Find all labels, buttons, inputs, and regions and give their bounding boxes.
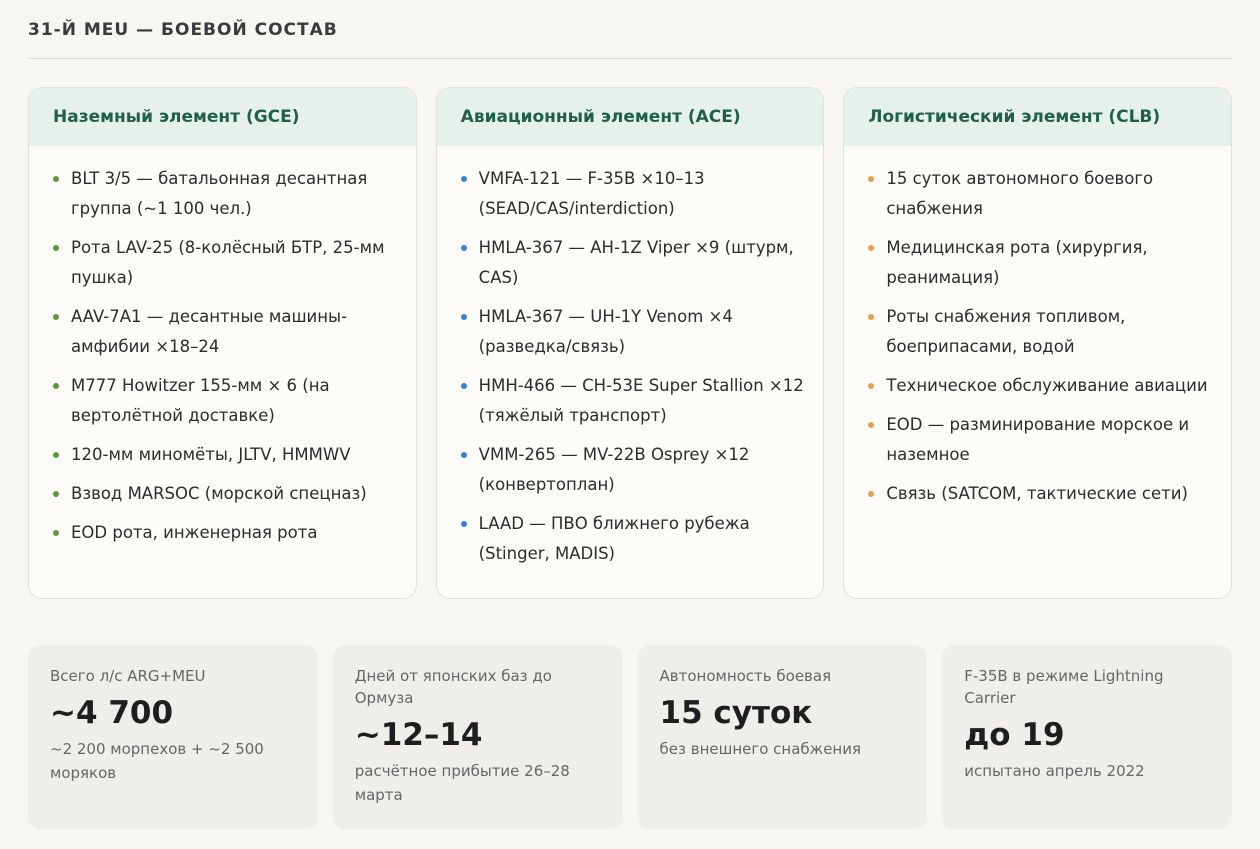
stat-label: F-35B в режиме Lightning Carrier — [964, 667, 1164, 707]
list-item: Связь (SATCOM, тактические сети) — [868, 479, 1215, 509]
list-item: AAV-7A1 — десантные машины-амфибии ×18–24 — [53, 302, 400, 362]
item-list — [29, 146, 416, 548]
stat-value: до 19 — [964, 717, 1065, 753]
stat-value: 15 суток — [659, 695, 813, 731]
stats-row — [28, 645, 1232, 829]
list-item: Медицинская рота (хирургия, реанимация) — [868, 233, 1215, 293]
bullet-icon — [461, 176, 467, 182]
stat-value: ~4 700 — [50, 695, 174, 731]
list-item: Роты снабжения топливом, боеприпасами, водой — [868, 302, 1215, 362]
list-item: VMFA-121 — F-35B ×10–13 (SEAD/CAS/interdiction) — [461, 164, 808, 224]
page-title: 31-Й MEU — БОЕВОЙ СОСТАВ — [28, 20, 338, 40]
list-item: Взвод MARSOC (морской спецназ) — [53, 479, 400, 509]
list-item: LAAD — ПВО ближнего рубежа (Stinger, MADIS) — [461, 509, 808, 569]
item-list — [437, 146, 824, 569]
stat-label: Дней от японских баз до Ормуза — [354, 667, 552, 707]
list-item: HMLA-367 — UH-1Y Venom ×4 (разведка/связь) — [461, 302, 808, 362]
card-ace — [436, 87, 825, 599]
bullet-icon — [868, 245, 874, 251]
bullet-icon — [53, 314, 59, 320]
bullet-icon — [53, 245, 59, 251]
card-title: Наземный элемент (GCE) — [29, 88, 416, 146]
list-item: VMM-265 — MV-22B Osprey ×12 (конвертоплан) — [461, 440, 808, 500]
card-clb — [843, 87, 1232, 599]
elements-cards — [28, 87, 1232, 599]
stat-value: ~12–14 — [354, 717, 483, 753]
bullet-icon — [53, 452, 59, 458]
bullet-icon — [53, 383, 59, 389]
bullet-icon — [53, 176, 59, 182]
title-divider — [28, 58, 1232, 59]
bullet-icon — [461, 452, 467, 458]
stat-card-transit — [333, 645, 623, 829]
bullet-icon — [53, 491, 59, 497]
list-item: Техническое обслуживание авиации — [868, 371, 1215, 401]
card-gce — [28, 87, 417, 599]
bullet-icon — [868, 383, 874, 389]
bullet-icon — [868, 491, 874, 497]
stat-label: Всего л/с ARG+MEU — [50, 667, 206, 685]
stat-sub: испытано апрель 2022 — [964, 762, 1145, 780]
stat-sub: расчётное прибытие 26–28 марта — [354, 762, 570, 804]
stat-card-personnel — [28, 645, 318, 829]
list-item: EOD — разминирование морское и наземное — [868, 410, 1215, 470]
list-item: HMH-466 — CH-53E Super Stallion ×12 (тяжёлый транспорт) — [461, 371, 808, 431]
bullet-icon — [53, 530, 59, 536]
card-title: Логистический элемент (CLB) — [844, 88, 1231, 146]
card-title: Авиационный элемент (ACE) — [437, 88, 824, 146]
bullet-icon — [868, 422, 874, 428]
stat-card-f35b — [942, 645, 1232, 829]
list-item: Рота LAV-25 (8-колёсный БТР, 25-мм пушка) — [53, 233, 400, 293]
bullet-icon — [461, 521, 467, 527]
list-item: HMLA-367 — AH-1Z Viper ×9 (штурм, CAS) — [461, 233, 808, 293]
stat-sub: без внешнего снабжения — [659, 740, 862, 758]
bullet-icon — [868, 314, 874, 320]
list-item: EOD рота, инженерная рота — [53, 518, 400, 548]
stat-label: Автономность боевая — [659, 667, 832, 685]
bullet-icon — [461, 314, 467, 320]
bullet-icon — [868, 176, 874, 182]
stat-card-autonomy — [638, 645, 928, 829]
list-item: 15 суток автономного боевого снабжения — [868, 164, 1215, 224]
list-item: 120-мм миномёты, JLTV, HMMWV — [53, 440, 400, 470]
item-list — [844, 146, 1231, 509]
list-item: BLT 3/5 — батальонная десантная группа (~1 100 чел.) — [53, 164, 400, 224]
list-item: M777 Howitzer 155-мм × 6 (на вертолётной доставке) — [53, 371, 400, 431]
stat-sub: ~2 200 морпехов + ~2 500 моряков — [50, 740, 264, 782]
bullet-icon — [461, 383, 467, 389]
bullet-icon — [461, 245, 467, 251]
